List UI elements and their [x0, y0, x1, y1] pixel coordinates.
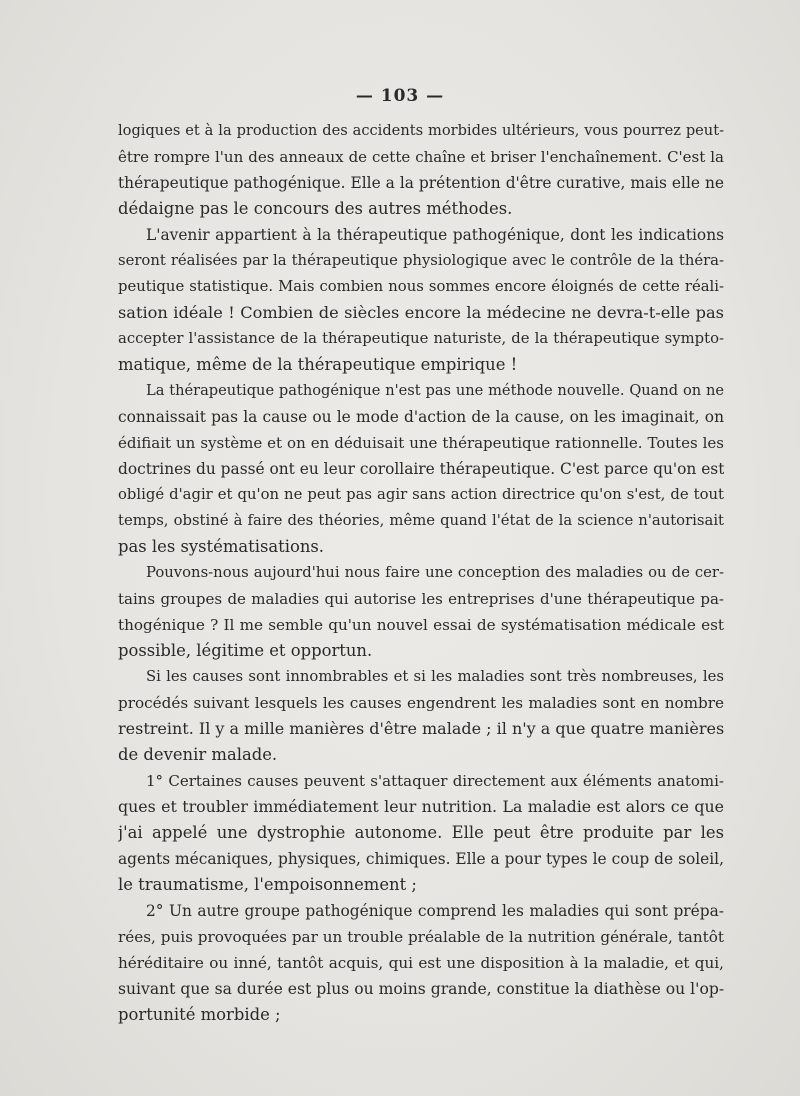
text-line: portunité morbide ;	[118, 1005, 281, 1024]
text-line: possible, légitime et opportun.	[118, 641, 373, 660]
text-line: obligé d'agir et qu'on ne peut pas agir sans action directrice qu'on s'est, de tout	[118, 486, 724, 503]
text-line: thérapeutique pathogénique. Elle a la prétention d'être curative, mais elle ne	[118, 174, 724, 192]
text-line: accepter l'assistance de la thérapeutique naturiste, de la thérapeutique sympto-	[118, 330, 724, 347]
text-line: thogénique ? Il me semble qu'un nouvel essai de systématisation médicale est	[118, 616, 724, 634]
text-line: être rompre l'un des anneaux de cette chaîne et briser l'enchaînement. C'est la	[118, 148, 724, 166]
page-number: — 103 —	[355, 86, 445, 106]
text-line: dédaigne pas le concours des autres méthodes.	[118, 199, 513, 218]
text-line: procédés suivant lesquels les causes engendrent les maladies sont en nombre	[118, 694, 724, 712]
text-line: L'avenir appartient à la thérapeutique pathogénique, dont les indications	[146, 226, 724, 244]
text-line: seront réalisées par la thérapeutique physiologique avec le contrôle de la théra-	[118, 252, 724, 269]
text-line: j'ai appelé une dystrophie autonome. Elle peut être produite par les	[118, 823, 724, 842]
text-line: doctrines du passé ont eu leur corollaire thérapeutique. C'est parce qu'on est	[118, 460, 724, 478]
text-line: sation idéale ! Combien de siècles encore la médecine ne devra-t-elle pas	[118, 303, 724, 322]
text-line: de devenir malade.	[118, 745, 278, 764]
text-line: logiques et à la production des accidents morbides ultérieurs, vous pourrez peut-	[118, 122, 724, 139]
text-line: connaissait pas la cause ou le mode d'action de la cause, on les imaginait, on	[118, 408, 724, 426]
text-line: ques et troubler immédiatement leur nutrition. La maladie est alors ce que	[118, 797, 724, 816]
text-line: Pouvons-nous aujourd'hui nous faire une conception des maladies ou de cer-	[146, 564, 724, 581]
text-line: matique, même de la thérapeutique empirique !	[118, 355, 518, 374]
text-line: suivant que sa durée est plus ou moins grande, constitue la diathèse ou l'op-	[118, 980, 724, 998]
text-line: restreint. Il y a mille manières d'être malade ; il n'y a que quatre manières	[118, 719, 724, 738]
text-line: peutique statistique. Mais combien nous sommes encore éloignés de cette réali-	[118, 278, 724, 295]
text-line: tains groupes de maladies qui autorise les entreprises d'une thérapeutique pa-	[118, 590, 724, 608]
text-line: pas les systématisations.	[118, 537, 325, 556]
text-line: le traumatisme, l'empoisonnement ;	[118, 875, 417, 894]
text-line: 1° Certaines causes peuvent s'attaquer directement aux éléments anatomi-	[146, 772, 724, 790]
text-line: édifiait un système et on en déduisait une thérapeutique rationnelle. Toutes les	[118, 434, 724, 452]
text-line: La thérapeutique pathogénique n'est pas une méthode nouvelle. Quand on ne	[146, 382, 724, 399]
text-line: 2° Un autre groupe pathogénique comprend les maladies qui sont prépa-	[146, 902, 724, 920]
text-line: agents mécaniques, physiques, chimiques. Elle a pour types le coup de soleil,	[118, 850, 724, 868]
text-line: temps, obstiné à faire des théories, même quand l'état de la science n'autorisait	[118, 512, 724, 529]
text-line: rées, puis provoquées par un trouble préalable de la nutrition générale, tantôt	[118, 928, 724, 946]
text-line: héréditaire ou inné, tantôt acquis, qui est une disposition à la maladie, et qui,	[118, 954, 724, 972]
body-text	[118, 118, 724, 1028]
text-line: Si les causes sont innombrables et si les maladies sont très nombreuses, les	[146, 668, 724, 685]
